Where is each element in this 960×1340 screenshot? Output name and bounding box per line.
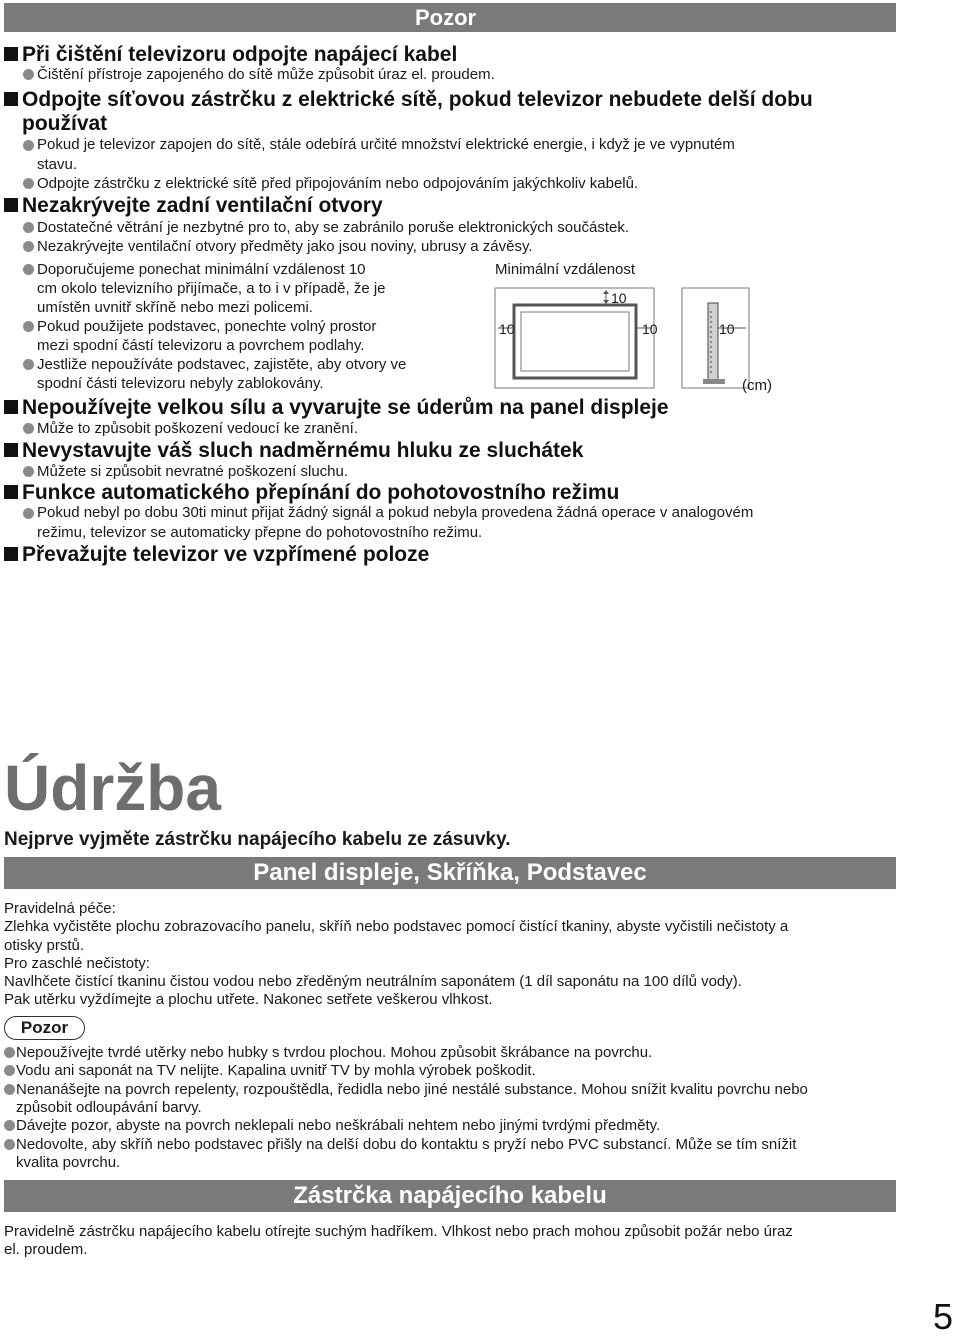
body-text: Můžete si způsobit nevratné poškození sluchu.	[37, 463, 349, 480]
maintenance-title: Údržba	[4, 752, 221, 824]
square-bullet-icon	[4, 47, 18, 61]
clearance-left-label: 10	[499, 321, 515, 337]
body-text: režimu, televizor se automaticky přepne do pohotovostního režimu.	[37, 524, 483, 541]
banner-title: Panel displeje, Skříňka, Podstavec	[253, 859, 647, 886]
bullet-dot-icon	[4, 1139, 15, 1150]
body-text: Dostatečné větrání je nezbytné pro to, aby se zabránilo poruše elektronických součástek.	[37, 219, 629, 236]
body-text: Nepoužívejte tvrdé utěrky nebo hubky s tvrdou plochou. Mohou způsobit škrábance na povrchu.	[16, 1044, 653, 1061]
heading-upright	[4, 543, 429, 567]
body-text: Pak utěrku vyždímejte a plochu utřete. Nakonec setřete veškerou vlhkost.	[4, 991, 493, 1008]
heading-text: Nevystavujte váš sluch nadměrnému hluku ze sluchátek	[22, 439, 584, 462]
body-text: el. proudem.	[4, 1241, 88, 1258]
square-bullet-icon	[4, 400, 18, 414]
body-text: Pravidelná péče:	[4, 900, 116, 917]
heading-ventilation	[4, 194, 383, 218]
body-text: cm okolo televizního přijímače, a to i v případě, že je	[37, 280, 386, 297]
page-number: 5	[933, 1296, 954, 1337]
body-text: Doporučujeme ponechat minimální vzdálenost 10	[37, 261, 366, 278]
maintenance-subtitle: Nejprve vyjměte zástrčku napájecího kabelu ze zásuvky.	[4, 829, 511, 850]
heading-text: Při čištění televizoru odpojte napájecí kabel	[22, 43, 458, 66]
bullet-dot-icon	[4, 1065, 15, 1076]
square-bullet-icon	[4, 547, 18, 561]
bullet-dot-icon	[23, 321, 34, 332]
body-text: kvalita povrchu.	[16, 1154, 121, 1171]
heading-text: Převažujte televizor ve vzpřímené poloze	[22, 543, 430, 566]
body-text: Může to způsobit poškození vedoucí ke zranění.	[37, 420, 359, 437]
square-bullet-icon	[4, 485, 18, 499]
body-text: spodní části televizoru nebyly zablokovány.	[37, 375, 324, 392]
bullet-dot-icon	[23, 423, 34, 434]
body-text: Zlehka vyčistěte plochu zobrazovacího panelu, skříň nebo podstavec pomocí čistící tkaniny, abyste vyčistili nečistoty a	[4, 918, 789, 935]
body-text: Nezakrývejte ventilační otvory předměty jako jsou noviny, ubrusy a závěsy.	[37, 238, 533, 255]
heading-text: Odpojte síťovou zástrčku z elektrické sítě, pokud televizor nebudete delší dobu	[22, 88, 813, 111]
heading-hearing	[4, 439, 583, 463]
body-text: Pravidelně zástrčku napájecího kabelu otírejte suchým hadříkem. Vlhkost nebo prach mohou způsobit požár nebo úraz	[4, 1223, 793, 1240]
body-text: Vodu ani saponát na TV nelijte. Kapalina uvnitř TV by mohla výrobek poškodit.	[16, 1062, 536, 1079]
bullet-dot-icon	[23, 222, 34, 233]
bullet-dot-icon	[23, 466, 34, 477]
square-bullet-icon	[4, 198, 18, 212]
square-bullet-icon	[4, 443, 18, 457]
body-text: Pokud nebyl po dobu 30ti minut přijat žádný signál a pokud nebyla provedena žádná operace v analogovém	[37, 504, 754, 521]
heading-unplug	[4, 88, 813, 112]
pozor-badge-label: Pozor	[20, 1018, 69, 1037]
bullet-dot-icon	[4, 1084, 15, 1095]
clearance-side-label: 10	[719, 321, 735, 337]
body-text: Nedovolte, aby skříň nebo podstavec přišly na delší dobu do kontaktu s pryží nebo PVC substancí. Může se tím snížit	[16, 1136, 797, 1153]
clearance-unit-label: (cm)	[742, 377, 772, 394]
bullet-dot-icon	[4, 1047, 15, 1058]
heading-text: Nepoužívejte velkou sílu a vyvarujte se úderům na panel displeje	[22, 396, 669, 419]
clearance-right-label: 10	[642, 321, 658, 337]
diagram-title: Minimální vzdálenost	[495, 261, 636, 278]
heading-standby	[4, 481, 619, 505]
body-text: otisky prstů.	[4, 937, 85, 954]
body-text: stavu.	[37, 156, 78, 173]
bullet-dot-icon	[23, 264, 34, 275]
bullet-dot-icon	[23, 359, 34, 370]
square-bullet-icon	[4, 92, 18, 106]
tv-clearance-illustration	[490, 283, 780, 393]
bullet-dot-icon	[23, 140, 34, 151]
heading-text: Nezakrývejte zadní ventilační otvory	[22, 194, 383, 217]
body-text: Pokud použijete podstavec, ponechte volný prostor	[37, 318, 377, 335]
body-text: Pro zaschlé nečistoty:	[4, 955, 150, 972]
heading-cleaning	[4, 43, 457, 67]
plug-banner	[4, 1180, 896, 1212]
body-text: Dávejte pozor, abyste na povrch neklepali nebo neškrábali nehtem nebo jinými tvrdými předměty.	[16, 1117, 661, 1134]
body-text: Pokud je televizor zapojen do sítě, stále odebírá určité množství elektrické energie, i když je ve vypnutém	[37, 136, 735, 153]
body-text: umístěn uvnitř skříně nebo mezi policemi.	[37, 299, 313, 316]
bullet-dot-icon	[23, 69, 34, 80]
banner-title: Pozor	[415, 5, 477, 30]
heading-force	[4, 396, 669, 420]
body-text: Odpojte zástrčku z elektrické sítě před připojováním nebo odpojováním jakýchkoliv kabelů.	[37, 175, 639, 192]
heading-text: Funkce automatického přepínání do pohotovostního režimu	[22, 481, 620, 504]
banner-title: Zástrčka napájecího kabelu	[293, 1182, 607, 1209]
clearance-diagram	[490, 283, 780, 393]
bullet-dot-icon	[4, 1120, 15, 1131]
body-text: mezi spodní částí televizoru a povrchem podlahy.	[37, 337, 365, 354]
bullet-dot-icon	[23, 508, 34, 519]
body-text: Čištění přístroje zapojeného do sítě může způsobit úraz el. proudem.	[37, 66, 495, 83]
heading-unplug-cont: používat	[22, 112, 108, 135]
clearance-top-label: 10	[611, 290, 627, 306]
body-text: způsobit odloupávání barvy.	[16, 1099, 202, 1116]
body-text: Nenanášejte na povrch repelenty, rozpouštědla, ředidla nebo jiné nestálé substance. Mohou snížit kvalitu povrchu nebo	[16, 1081, 808, 1098]
bullet-dot-icon	[23, 241, 34, 252]
section-banner-pozor	[4, 3, 896, 32]
panel-banner	[4, 857, 896, 889]
bullet-dot-icon	[23, 178, 34, 189]
pozor-badge	[4, 1016, 85, 1040]
body-text: Jestliže nepoužíváte podstavec, zajistěte, aby otvory ve	[37, 356, 407, 373]
body-text: Navlhčete čistící tkaninu čistou vodou nebo zředěným neutrálním saponátem (1 díl saponátu na 100 dílů vody).	[4, 973, 742, 990]
